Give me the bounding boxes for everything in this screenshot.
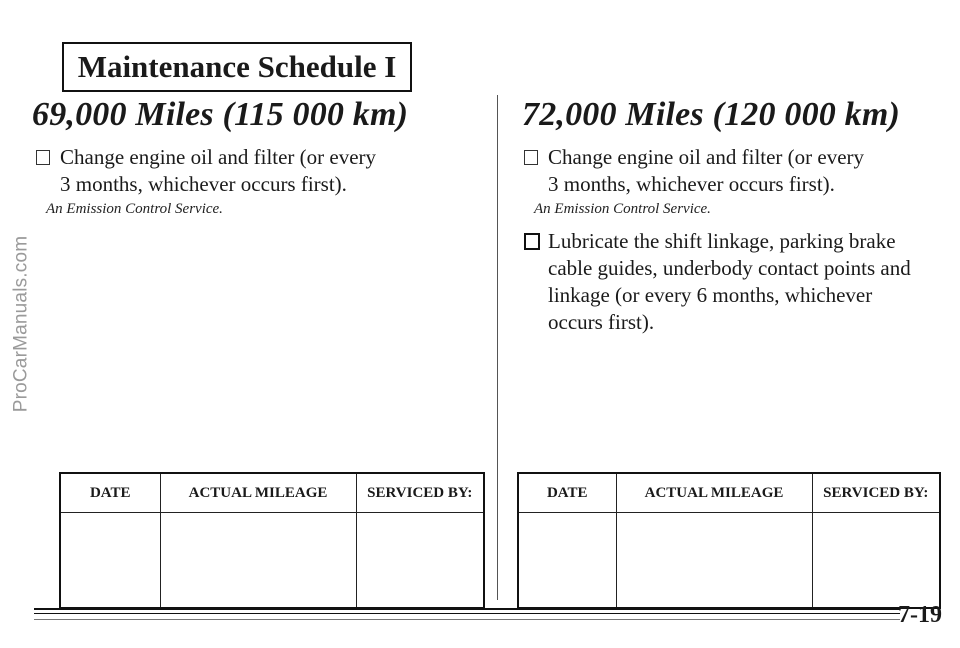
actual-mileage-header: ACTUAL MILEAGE (160, 473, 356, 513)
emission-note: An Emission Control Service. (534, 201, 711, 217)
actual-mileage-cell[interactable] (616, 513, 812, 609)
right-service-log-table (517, 472, 941, 609)
date-cell[interactable] (60, 513, 160, 609)
right-oil-change-item (522, 144, 947, 198)
watermark-text: ProCarManuals.com (10, 235, 32, 413)
actual-mileage-header: ACTUAL MILEAGE (616, 473, 812, 513)
footer-rule (34, 608, 900, 610)
actual-mileage-cell[interactable] (160, 513, 356, 609)
serviced-by-cell[interactable] (356, 513, 484, 609)
left-mileage-heading: 69,000 Miles (115 000 km) (32, 96, 409, 133)
page-number: 7-19 (898, 602, 942, 628)
footer-rule (34, 613, 900, 614)
footer-rule (34, 619, 900, 620)
table-header-row (518, 473, 940, 513)
left-service-log-table (59, 472, 485, 609)
left-column (34, 96, 474, 228)
section-title: Maintenance Schedule I (62, 42, 412, 92)
checkbox-icon[interactable] (524, 233, 540, 250)
item-line: 3 months, whichever occurs first). (548, 172, 835, 196)
emission-note: An Emission Control Service. (46, 201, 223, 217)
date-cell[interactable] (518, 513, 616, 609)
right-column (522, 96, 947, 336)
left-oil-change-item (34, 144, 474, 198)
right-lubricate-item (522, 228, 947, 336)
item-line: linkage (or every 6 months, whichever (548, 283, 873, 307)
item-line: Change engine oil and filter (or every (60, 145, 377, 169)
checkbox-icon[interactable] (524, 150, 538, 165)
date-header: DATE (518, 473, 616, 513)
table-row (60, 513, 484, 609)
date-header: DATE (60, 473, 160, 513)
column-divider (497, 95, 498, 600)
serviced-by-header: SERVICED BY: (812, 473, 940, 513)
right-mileage-heading: 72,000 Miles (120 000 km) (522, 96, 901, 133)
item-line: Lubricate the shift linkage, parking brake (548, 229, 896, 253)
table-row (518, 513, 940, 609)
serviced-by-cell[interactable] (812, 513, 940, 609)
item-line: Change engine oil and filter (or every (548, 145, 865, 169)
item-line: occurs first). (548, 310, 655, 334)
table-header-row (60, 473, 484, 513)
serviced-by-header: SERVICED BY: (356, 473, 484, 513)
item-line: 3 months, whichever occurs first). (60, 172, 347, 196)
item-line: cable guides, underbody contact points and (548, 256, 911, 280)
checkbox-icon[interactable] (36, 150, 50, 165)
